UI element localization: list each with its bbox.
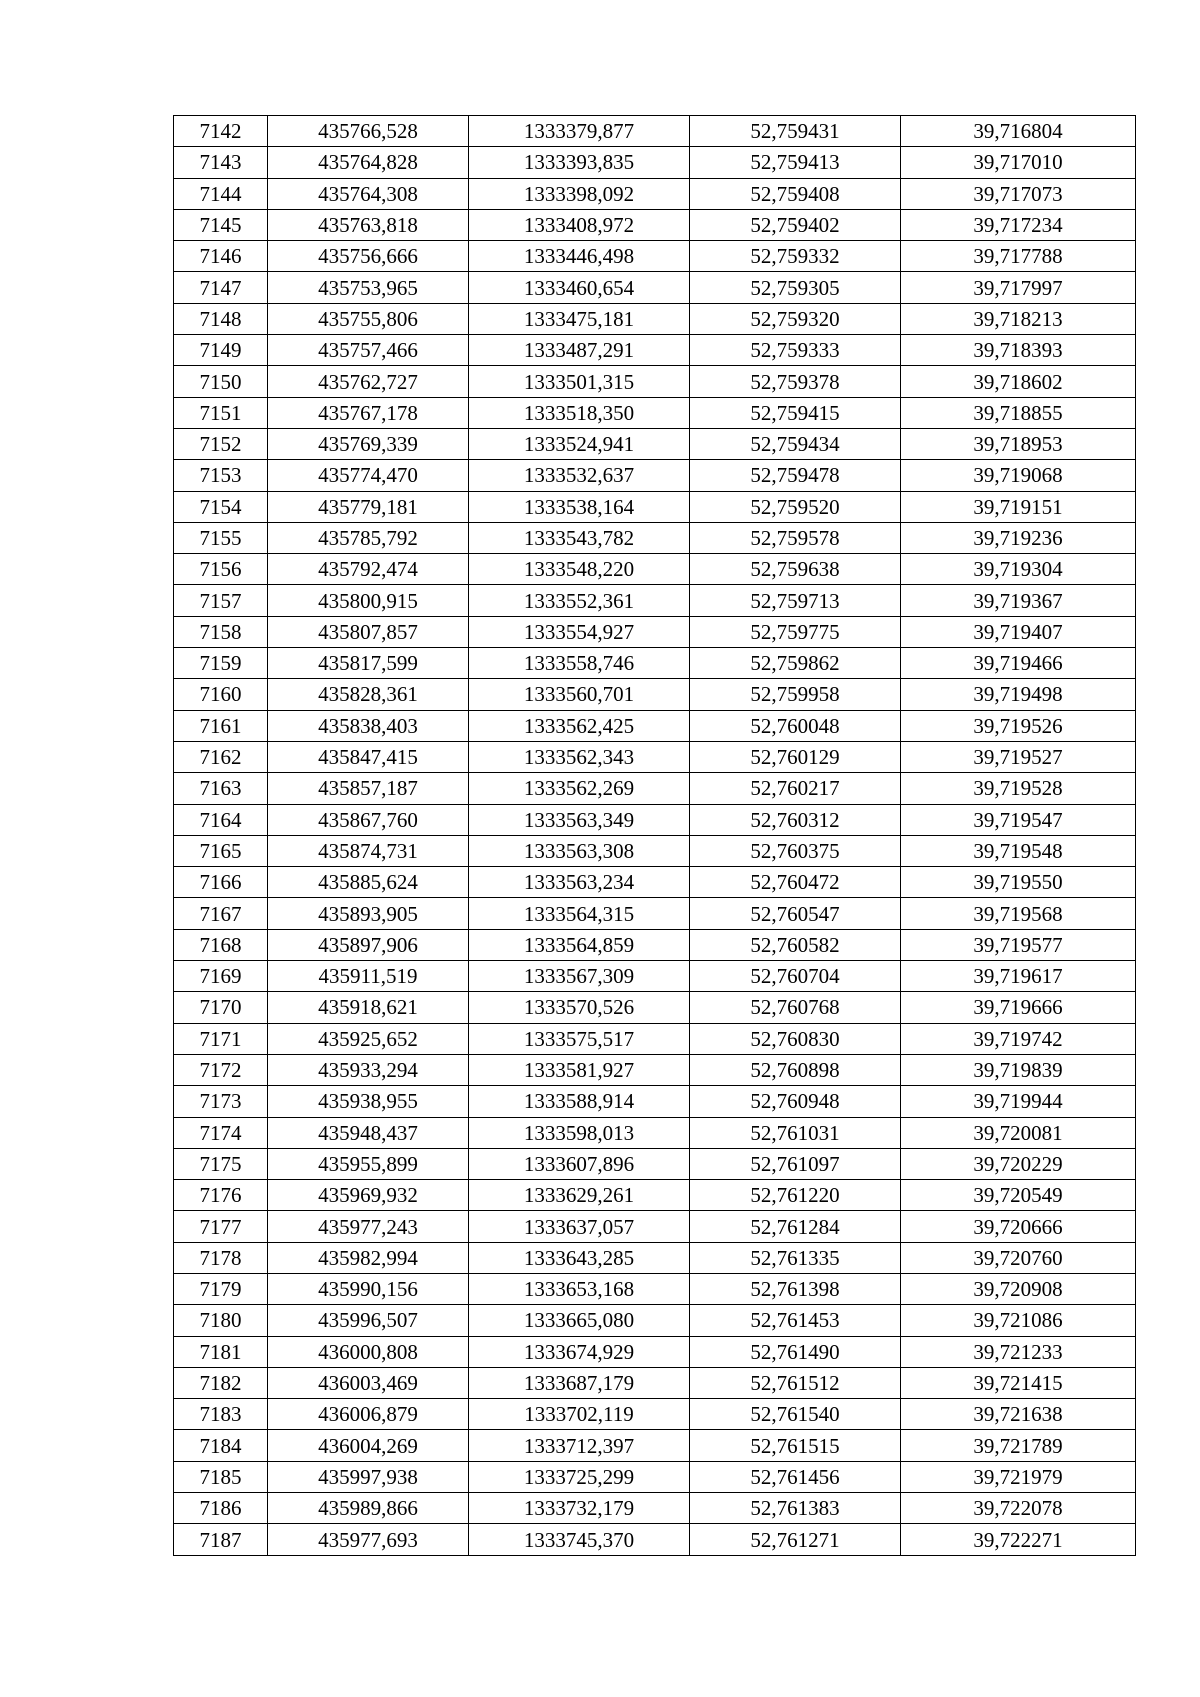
latitude-cell: 52,761271	[690, 1524, 901, 1555]
x-coordinate-cell: 435874,731	[268, 835, 469, 866]
point-number-cell: 7166	[174, 867, 268, 898]
table-row	[174, 1023, 1136, 1054]
point-number-cell: 7181	[174, 1336, 268, 1367]
latitude-cell: 52,760768	[690, 992, 901, 1023]
latitude-cell: 52,761031	[690, 1117, 901, 1148]
y-coordinate-cell: 1333398,092	[469, 178, 690, 209]
longitude-cell: 39,719666	[901, 992, 1136, 1023]
y-coordinate-cell: 1333564,315	[469, 898, 690, 929]
longitude-cell: 39,722078	[901, 1493, 1136, 1524]
x-coordinate-cell: 435769,339	[268, 428, 469, 459]
longitude-cell: 39,719151	[901, 491, 1136, 522]
x-coordinate-cell: 436004,269	[268, 1430, 469, 1461]
longitude-cell: 39,719527	[901, 741, 1136, 772]
latitude-cell: 52,759434	[690, 428, 901, 459]
latitude-cell: 52,761456	[690, 1461, 901, 1492]
latitude-cell: 52,759333	[690, 335, 901, 366]
longitude-cell: 39,719498	[901, 679, 1136, 710]
x-coordinate-cell: 435996,507	[268, 1305, 469, 1336]
latitude-cell: 52,760898	[690, 1054, 901, 1085]
x-coordinate-cell: 435969,932	[268, 1180, 469, 1211]
longitude-cell: 39,719466	[901, 648, 1136, 679]
longitude-cell: 39,721789	[901, 1430, 1136, 1461]
y-coordinate-cell: 1333588,914	[469, 1086, 690, 1117]
longitude-cell: 39,717010	[901, 147, 1136, 178]
longitude-cell: 39,720081	[901, 1117, 1136, 1148]
x-coordinate-cell: 435807,857	[268, 616, 469, 647]
latitude-cell: 52,759413	[690, 147, 901, 178]
latitude-cell: 52,759520	[690, 491, 901, 522]
longitude-cell: 39,716804	[901, 116, 1136, 147]
point-number-cell: 7170	[174, 992, 268, 1023]
x-coordinate-cell: 435838,403	[268, 710, 469, 741]
x-coordinate-cell: 435897,906	[268, 929, 469, 960]
x-coordinate-cell: 435774,470	[268, 460, 469, 491]
longitude-cell: 39,721086	[901, 1305, 1136, 1336]
table-row	[174, 1399, 1136, 1430]
longitude-cell: 39,719528	[901, 773, 1136, 804]
latitude-cell: 52,760472	[690, 867, 901, 898]
y-coordinate-cell: 1333564,859	[469, 929, 690, 960]
y-coordinate-cell: 1333379,877	[469, 116, 690, 147]
point-number-cell: 7158	[174, 616, 268, 647]
point-number-cell: 7160	[174, 679, 268, 710]
latitude-cell: 52,759305	[690, 272, 901, 303]
coordinates-table-body	[174, 116, 1136, 1556]
table-row	[174, 616, 1136, 647]
x-coordinate-cell: 435911,519	[268, 961, 469, 992]
table-row	[174, 1211, 1136, 1242]
x-coordinate-cell: 435764,308	[268, 178, 469, 209]
y-coordinate-cell: 1333562,343	[469, 741, 690, 772]
latitude-cell: 52,759320	[690, 303, 901, 334]
table-row	[174, 648, 1136, 679]
x-coordinate-cell: 435955,899	[268, 1148, 469, 1179]
longitude-cell: 39,717234	[901, 209, 1136, 240]
longitude-cell: 39,719367	[901, 585, 1136, 616]
longitude-cell: 39,720549	[901, 1180, 1136, 1211]
longitude-cell: 39,721233	[901, 1336, 1136, 1367]
y-coordinate-cell: 1333598,013	[469, 1117, 690, 1148]
coordinates-table	[173, 115, 1136, 1556]
latitude-cell: 52,761335	[690, 1242, 901, 1273]
y-coordinate-cell: 1333687,179	[469, 1367, 690, 1398]
y-coordinate-cell: 1333560,701	[469, 679, 690, 710]
point-number-cell: 7162	[174, 741, 268, 772]
y-coordinate-cell: 1333538,164	[469, 491, 690, 522]
latitude-cell: 52,759478	[690, 460, 901, 491]
x-coordinate-cell: 435933,294	[268, 1054, 469, 1085]
table-row	[174, 992, 1136, 1023]
point-number-cell: 7151	[174, 397, 268, 428]
y-coordinate-cell: 1333712,397	[469, 1430, 690, 1461]
point-number-cell: 7172	[174, 1054, 268, 1085]
latitude-cell: 52,759638	[690, 554, 901, 585]
x-coordinate-cell: 435756,666	[268, 241, 469, 272]
table-row	[174, 961, 1136, 992]
y-coordinate-cell: 1333475,181	[469, 303, 690, 334]
y-coordinate-cell: 1333563,234	[469, 867, 690, 898]
y-coordinate-cell: 1333570,526	[469, 992, 690, 1023]
table-row	[174, 209, 1136, 240]
point-number-cell: 7149	[174, 335, 268, 366]
x-coordinate-cell: 435990,156	[268, 1273, 469, 1304]
table-row	[174, 491, 1136, 522]
latitude-cell: 52,761383	[690, 1493, 901, 1524]
latitude-cell: 52,761453	[690, 1305, 901, 1336]
x-coordinate-cell: 435989,866	[268, 1493, 469, 1524]
x-coordinate-cell: 435817,599	[268, 648, 469, 679]
point-number-cell: 7155	[174, 522, 268, 553]
longitude-cell: 39,719617	[901, 961, 1136, 992]
latitude-cell: 52,760375	[690, 835, 901, 866]
table-row	[174, 1430, 1136, 1461]
point-number-cell: 7176	[174, 1180, 268, 1211]
longitude-cell: 39,718855	[901, 397, 1136, 428]
y-coordinate-cell: 1333653,168	[469, 1273, 690, 1304]
y-coordinate-cell: 1333637,057	[469, 1211, 690, 1242]
x-coordinate-cell: 435867,760	[268, 804, 469, 835]
y-coordinate-cell: 1333567,309	[469, 961, 690, 992]
y-coordinate-cell: 1333702,119	[469, 1399, 690, 1430]
latitude-cell: 52,759578	[690, 522, 901, 553]
x-coordinate-cell: 435792,474	[268, 554, 469, 585]
longitude-cell: 39,720666	[901, 1211, 1136, 1242]
x-coordinate-cell: 435918,621	[268, 992, 469, 1023]
x-coordinate-cell: 435755,806	[268, 303, 469, 334]
latitude-cell: 52,759713	[690, 585, 901, 616]
y-coordinate-cell: 1333501,315	[469, 366, 690, 397]
table-row	[174, 522, 1136, 553]
latitude-cell: 52,759408	[690, 178, 901, 209]
longitude-cell: 39,719407	[901, 616, 1136, 647]
table-row	[174, 1148, 1136, 1179]
point-number-cell: 7177	[174, 1211, 268, 1242]
table-row	[174, 898, 1136, 929]
latitude-cell: 52,761512	[690, 1367, 901, 1398]
point-number-cell: 7150	[174, 366, 268, 397]
table-row	[174, 773, 1136, 804]
latitude-cell: 52,760129	[690, 741, 901, 772]
y-coordinate-cell: 1333581,927	[469, 1054, 690, 1085]
x-coordinate-cell: 435885,624	[268, 867, 469, 898]
latitude-cell: 52,759775	[690, 616, 901, 647]
y-coordinate-cell: 1333562,425	[469, 710, 690, 741]
table-row	[174, 867, 1136, 898]
latitude-cell: 52,759415	[690, 397, 901, 428]
table-row	[174, 710, 1136, 741]
point-number-cell: 7156	[174, 554, 268, 585]
longitude-cell: 39,719550	[901, 867, 1136, 898]
point-number-cell: 7152	[174, 428, 268, 459]
table-row	[174, 679, 1136, 710]
x-coordinate-cell: 435847,415	[268, 741, 469, 772]
x-coordinate-cell: 435762,727	[268, 366, 469, 397]
table-row	[174, 335, 1136, 366]
y-coordinate-cell: 1333745,370	[469, 1524, 690, 1555]
point-number-cell: 7184	[174, 1430, 268, 1461]
point-number-cell: 7186	[174, 1493, 268, 1524]
y-coordinate-cell: 1333518,350	[469, 397, 690, 428]
y-coordinate-cell: 1333674,929	[469, 1336, 690, 1367]
table-row	[174, 241, 1136, 272]
y-coordinate-cell: 1333524,941	[469, 428, 690, 459]
point-number-cell: 7183	[174, 1399, 268, 1430]
x-coordinate-cell: 435766,528	[268, 116, 469, 147]
latitude-cell: 52,760582	[690, 929, 901, 960]
y-coordinate-cell: 1333575,517	[469, 1023, 690, 1054]
table-row	[174, 1117, 1136, 1148]
table-row	[174, 303, 1136, 334]
table-row	[174, 1524, 1136, 1555]
longitude-cell: 39,721979	[901, 1461, 1136, 1492]
point-number-cell: 7169	[174, 961, 268, 992]
table-row	[174, 1180, 1136, 1211]
y-coordinate-cell: 1333446,498	[469, 241, 690, 272]
y-coordinate-cell: 1333665,080	[469, 1305, 690, 1336]
point-number-cell: 7180	[174, 1305, 268, 1336]
x-coordinate-cell: 435800,915	[268, 585, 469, 616]
x-coordinate-cell: 435925,652	[268, 1023, 469, 1054]
longitude-cell: 39,722271	[901, 1524, 1136, 1555]
table-row	[174, 397, 1136, 428]
x-coordinate-cell: 435763,818	[268, 209, 469, 240]
point-number-cell: 7171	[174, 1023, 268, 1054]
point-number-cell: 7182	[174, 1367, 268, 1398]
latitude-cell: 52,761097	[690, 1148, 901, 1179]
y-coordinate-cell: 1333563,308	[469, 835, 690, 866]
x-coordinate-cell: 435753,965	[268, 272, 469, 303]
latitude-cell: 52,759402	[690, 209, 901, 240]
latitude-cell: 52,759958	[690, 679, 901, 710]
y-coordinate-cell: 1333548,220	[469, 554, 690, 585]
latitude-cell: 52,761490	[690, 1336, 901, 1367]
longitude-cell: 39,718393	[901, 335, 1136, 366]
point-number-cell: 7167	[174, 898, 268, 929]
x-coordinate-cell: 435757,466	[268, 335, 469, 366]
longitude-cell: 39,719526	[901, 710, 1136, 741]
point-number-cell: 7143	[174, 147, 268, 178]
x-coordinate-cell: 435764,828	[268, 147, 469, 178]
longitude-cell: 39,718953	[901, 428, 1136, 459]
longitude-cell: 39,719236	[901, 522, 1136, 553]
point-number-cell: 7154	[174, 491, 268, 522]
y-coordinate-cell: 1333543,782	[469, 522, 690, 553]
latitude-cell: 52,759332	[690, 241, 901, 272]
point-number-cell: 7145	[174, 209, 268, 240]
longitude-cell: 39,720760	[901, 1242, 1136, 1273]
latitude-cell: 52,759378	[690, 366, 901, 397]
point-number-cell: 7163	[174, 773, 268, 804]
latitude-cell: 52,760547	[690, 898, 901, 929]
longitude-cell: 39,718602	[901, 366, 1136, 397]
latitude-cell: 52,761284	[690, 1211, 901, 1242]
point-number-cell: 7142	[174, 116, 268, 147]
y-coordinate-cell: 1333563,349	[469, 804, 690, 835]
latitude-cell: 52,760312	[690, 804, 901, 835]
point-number-cell: 7148	[174, 303, 268, 334]
point-number-cell: 7178	[174, 1242, 268, 1273]
latitude-cell: 52,760048	[690, 710, 901, 741]
point-number-cell: 7185	[174, 1461, 268, 1492]
x-coordinate-cell: 435785,792	[268, 522, 469, 553]
x-coordinate-cell: 435779,181	[268, 491, 469, 522]
latitude-cell: 52,760704	[690, 961, 901, 992]
longitude-cell: 39,720908	[901, 1273, 1136, 1304]
x-coordinate-cell: 435977,243	[268, 1211, 469, 1242]
longitude-cell: 39,719577	[901, 929, 1136, 960]
longitude-cell: 39,717788	[901, 241, 1136, 272]
latitude-cell: 52,760830	[690, 1023, 901, 1054]
point-number-cell: 7168	[174, 929, 268, 960]
table-row	[174, 1054, 1136, 1085]
point-number-cell: 7175	[174, 1148, 268, 1179]
table-row	[174, 585, 1136, 616]
latitude-cell: 52,761220	[690, 1180, 901, 1211]
point-number-cell: 7187	[174, 1524, 268, 1555]
longitude-cell: 39,719568	[901, 898, 1136, 929]
table-row	[174, 1336, 1136, 1367]
table-row	[174, 804, 1136, 835]
latitude-cell: 52,761398	[690, 1273, 901, 1304]
table-row	[174, 1305, 1136, 1336]
x-coordinate-cell: 436003,469	[268, 1367, 469, 1398]
y-coordinate-cell: 1333552,361	[469, 585, 690, 616]
y-coordinate-cell: 1333393,835	[469, 147, 690, 178]
latitude-cell: 52,760217	[690, 773, 901, 804]
table-row	[174, 929, 1136, 960]
x-coordinate-cell: 435997,938	[268, 1461, 469, 1492]
table-row	[174, 366, 1136, 397]
y-coordinate-cell: 1333460,654	[469, 272, 690, 303]
y-coordinate-cell: 1333562,269	[469, 773, 690, 804]
point-number-cell: 7165	[174, 835, 268, 866]
table-row	[174, 178, 1136, 209]
longitude-cell: 39,721638	[901, 1399, 1136, 1430]
table-row	[174, 835, 1136, 866]
y-coordinate-cell: 1333643,285	[469, 1242, 690, 1273]
latitude-cell: 52,761540	[690, 1399, 901, 1430]
point-number-cell: 7157	[174, 585, 268, 616]
point-number-cell: 7161	[174, 710, 268, 741]
table-row	[174, 1242, 1136, 1273]
x-coordinate-cell: 436000,808	[268, 1336, 469, 1367]
longitude-cell: 39,717073	[901, 178, 1136, 209]
latitude-cell: 52,759431	[690, 116, 901, 147]
longitude-cell: 39,719547	[901, 804, 1136, 835]
x-coordinate-cell: 435857,187	[268, 773, 469, 804]
x-coordinate-cell: 435938,955	[268, 1086, 469, 1117]
latitude-cell: 52,761515	[690, 1430, 901, 1461]
table-row	[174, 147, 1136, 178]
x-coordinate-cell: 436006,879	[268, 1399, 469, 1430]
longitude-cell: 39,719548	[901, 835, 1136, 866]
longitude-cell: 39,719944	[901, 1086, 1136, 1117]
x-coordinate-cell: 435948,437	[268, 1117, 469, 1148]
longitude-cell: 39,720229	[901, 1148, 1136, 1179]
table-row	[174, 1367, 1136, 1398]
latitude-cell: 52,759862	[690, 648, 901, 679]
point-number-cell: 7179	[174, 1273, 268, 1304]
longitude-cell: 39,719304	[901, 554, 1136, 585]
y-coordinate-cell: 1333607,896	[469, 1148, 690, 1179]
longitude-cell: 39,718213	[901, 303, 1136, 334]
x-coordinate-cell: 435977,693	[268, 1524, 469, 1555]
table-row	[174, 741, 1136, 772]
y-coordinate-cell: 1333532,637	[469, 460, 690, 491]
table-row	[174, 1461, 1136, 1492]
x-coordinate-cell: 435982,994	[268, 1242, 469, 1273]
point-number-cell: 7159	[174, 648, 268, 679]
point-number-cell: 7173	[174, 1086, 268, 1117]
point-number-cell: 7164	[174, 804, 268, 835]
latitude-cell: 52,760948	[690, 1086, 901, 1117]
x-coordinate-cell: 435767,178	[268, 397, 469, 428]
y-coordinate-cell: 1333629,261	[469, 1180, 690, 1211]
x-coordinate-cell: 435893,905	[268, 898, 469, 929]
y-coordinate-cell: 1333558,746	[469, 648, 690, 679]
longitude-cell: 39,719068	[901, 460, 1136, 491]
table-row	[174, 1273, 1136, 1304]
point-number-cell: 7147	[174, 272, 268, 303]
longitude-cell: 39,717997	[901, 272, 1136, 303]
y-coordinate-cell: 1333408,972	[469, 209, 690, 240]
longitude-cell: 39,719839	[901, 1054, 1136, 1085]
longitude-cell: 39,719742	[901, 1023, 1136, 1054]
y-coordinate-cell: 1333725,299	[469, 1461, 690, 1492]
point-number-cell: 7146	[174, 241, 268, 272]
longitude-cell: 39,721415	[901, 1367, 1136, 1398]
y-coordinate-cell: 1333487,291	[469, 335, 690, 366]
x-coordinate-cell: 435828,361	[268, 679, 469, 710]
table-row	[174, 116, 1136, 147]
point-number-cell: 7144	[174, 178, 268, 209]
y-coordinate-cell: 1333732,179	[469, 1493, 690, 1524]
table-row	[174, 1086, 1136, 1117]
point-number-cell: 7174	[174, 1117, 268, 1148]
table-row	[174, 1493, 1136, 1524]
y-coordinate-cell: 1333554,927	[469, 616, 690, 647]
table-row	[174, 272, 1136, 303]
table-row	[174, 554, 1136, 585]
table-row	[174, 428, 1136, 459]
point-number-cell: 7153	[174, 460, 268, 491]
table-row	[174, 460, 1136, 491]
